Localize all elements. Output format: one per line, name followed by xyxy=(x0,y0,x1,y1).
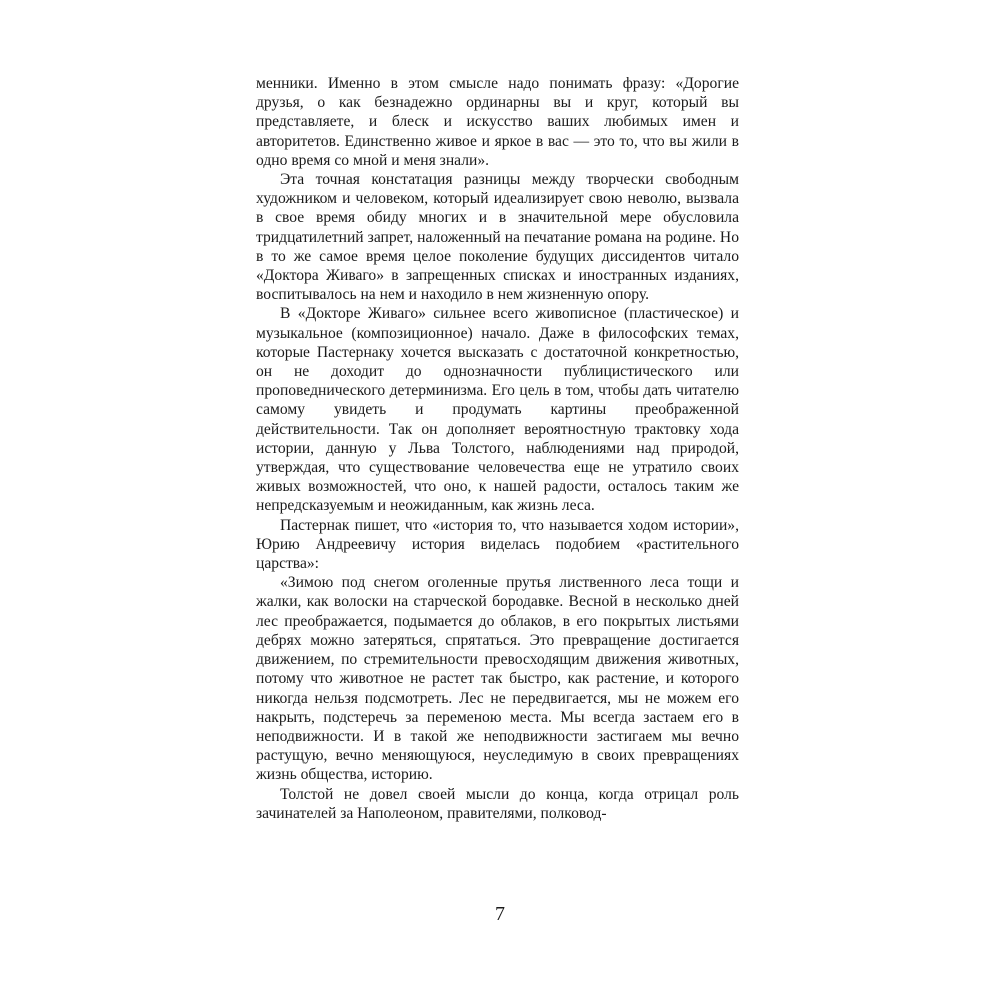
page-body xyxy=(256,74,739,823)
paragraph-4: Пастернак пишет, что «история то, что называется ходом истории», Юрию Андреевичу история виделась подобием «растительного царства»: xyxy=(256,516,739,573)
paragraph-6: Толстой не довел своей мысли до конца, когда отрицал роль зачинателей за Наполеоном, правителями, полковод- xyxy=(256,785,739,822)
paragraph-3: В «Докторе Живаго» сильнее всего живописное (пластическое) и музыкальное (композиционное) начало. Даже в философских темах, которые Пастернаку хочется высказать с достаточной конкретностью, он не доходит до однозначности публицистического или проповеднического детерминизма. Его цель в том, чтобы дать читателю самому увидеть и продумать картины преображенной действительности. Так он дополняет вероятностную трактовку хода истории, данную у Льва Толстого, наблюдениями над природой, утверждая, что существование человечества еще не утратило своих живых возможностей, что оно, к нашей радости, осталось таким же непредсказуемым и неожиданным, как жизнь леса. xyxy=(256,305,739,515)
page-number: 7 xyxy=(495,903,505,925)
paragraph-5-quote: «Зимою под снегом оголенные прутья лиственного леса тощи и жалки, как волоски на старческой бородавке. Весной в несколько дней лес преображается, подымается до облаков, в его покрытых листьями дебрях можно затеряться, спрятаться. Это превращение достигается движением, по стремительности превосходящим движения животных, потому что животное не растет так быстро, как растение, и которого никогда нельзя подсмотреть. Лес не передвигается, мы не можем его накрыть, подстеречь за переменою места. Мы всегда застаем его в неподвижности. И в такой же неподвижности застигаем мы вечно растущую, вечно меняющуюся, неуследимую в своих превращениях жизнь общества, историю. xyxy=(256,574,739,784)
paragraph-2: Эта точная констатация разницы между творчески свободным художником и человеком, который идеализирует свою неволю, вызвала в свое время обиду многих и в значительной мере обусловила тридцатилетний запрет, наложенный на печатание романа на родине. Но в то же самое время целое поколение будущих диссидентов читало «Доктора Живаго» в запрещенных списках и иностранных изданиях, воспитывалось на нем и находило в нем жизненную опору. xyxy=(256,171,739,304)
paragraph-1: менники. Именно в этом смысле надо понимать фразу: «Дорогие друзья, о как безнадежно ординарны вы и круг, который вы представляете, и блеск и искусство ваших любимых имен и авторитетов. Единственно живое и яркое в вас — это то, что вы жили в одно время со мной и меня знали». xyxy=(256,75,739,169)
